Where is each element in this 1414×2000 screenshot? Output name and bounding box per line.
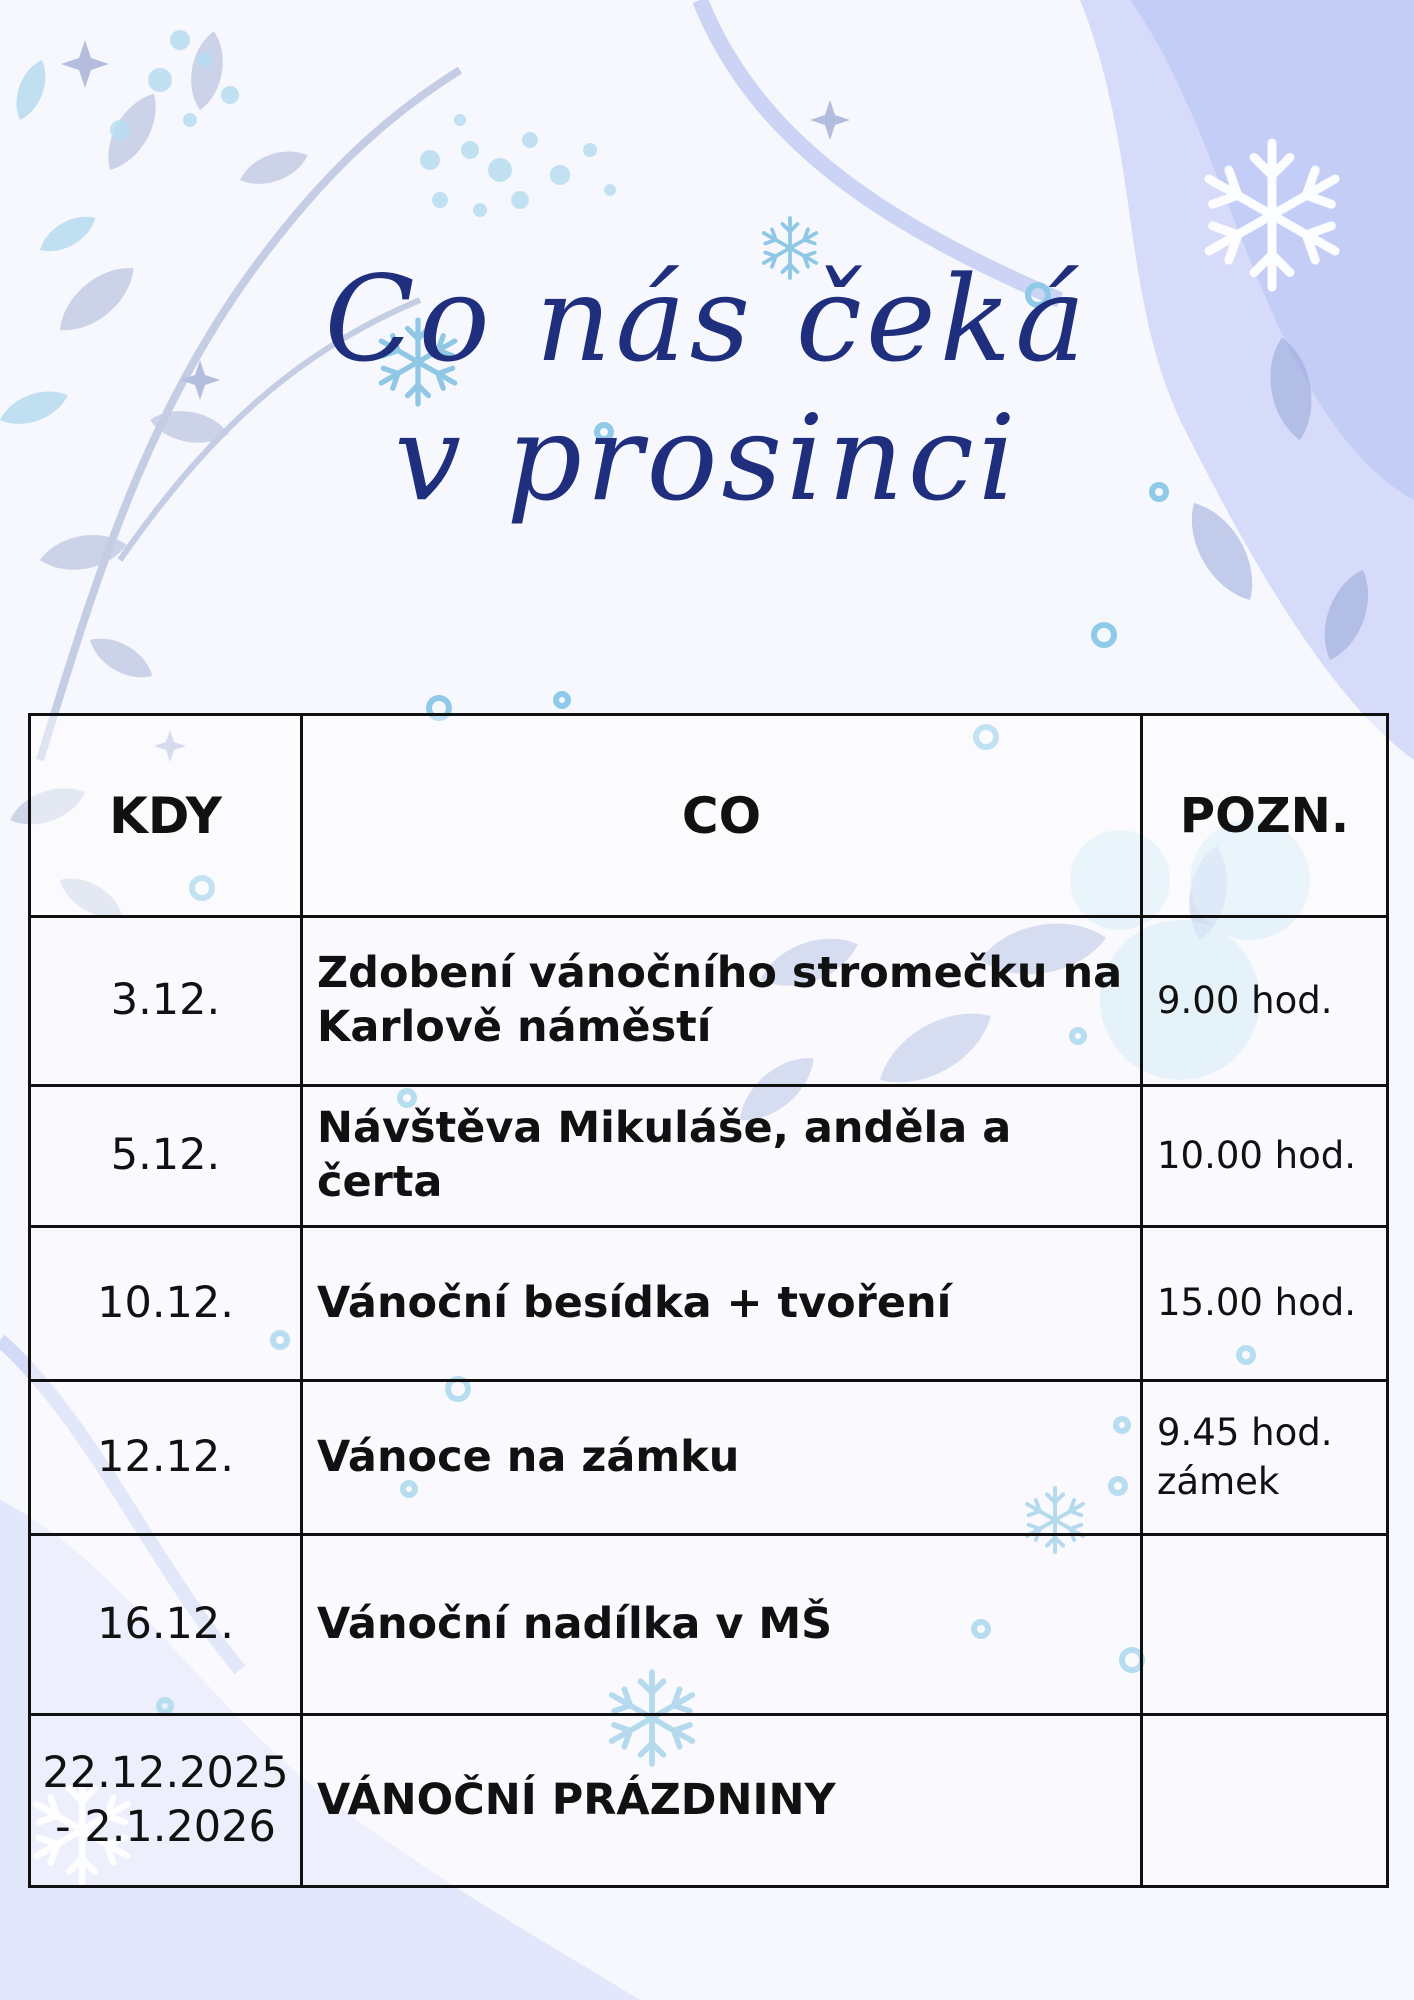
- schedule-table: [28, 713, 1389, 1888]
- page-title: [0, 250, 1414, 528]
- cell-pozn: [1142, 1227, 1388, 1381]
- cell-co: Vánoční nadílka v MŠ: [302, 1535, 1142, 1715]
- pozn-line: 15.00 hod.: [1157, 1281, 1357, 1325]
- cell-co: Vánoce na zámku: [302, 1381, 1142, 1535]
- cell-pozn: [1142, 1715, 1388, 1887]
- cell-co: Vánoční besídka + tvoření: [302, 1227, 1142, 1381]
- pozn-line: 10.00 hod.: [1157, 1133, 1357, 1177]
- cell-pozn: [1142, 1381, 1388, 1535]
- table-row: [30, 1086, 1388, 1227]
- cell-kdy: 5.12.: [30, 1086, 302, 1227]
- header-kdy: KDY: [30, 715, 302, 917]
- table-row: [30, 1227, 1388, 1381]
- cell-pozn: [1142, 917, 1388, 1086]
- cell-kdy: 10.12.: [30, 1227, 302, 1381]
- cell-kdy: 12.12.: [30, 1381, 302, 1535]
- pozn-line: 9.45 hod.: [1157, 1411, 1333, 1455]
- table-row: [30, 1381, 1388, 1535]
- cell-kdy: 3.12.: [30, 917, 302, 1086]
- table-row: [30, 917, 1388, 1086]
- cell-co: VÁNOČNÍ PRÁZDNINY: [302, 1715, 1142, 1887]
- table-row: [30, 1715, 1388, 1887]
- cell-kdy: 22.12.2025 - 2.1.2026: [30, 1715, 302, 1887]
- cell-co: Zdobení vánočního stromečku na Karlově náměstí: [302, 917, 1142, 1086]
- cell-kdy: 16.12.: [30, 1535, 302, 1715]
- cell-co: Návštěva Mikuláše, anděla a čerta: [302, 1086, 1142, 1227]
- pozn-line: 9.00 hod.: [1157, 978, 1333, 1022]
- header-pozn: POZN.: [1142, 715, 1388, 917]
- cell-pozn: [1142, 1086, 1388, 1227]
- title-line-2: v prosinci: [394, 389, 1020, 528]
- cell-pozn: [1142, 1535, 1388, 1715]
- title-line-1: Co nás čeká: [324, 250, 1090, 388]
- header-co: CO: [302, 715, 1142, 917]
- pozn-line-2: zámek: [1157, 1459, 1280, 1503]
- table-row: [30, 1535, 1388, 1715]
- table-header-row: [30, 715, 1388, 917]
